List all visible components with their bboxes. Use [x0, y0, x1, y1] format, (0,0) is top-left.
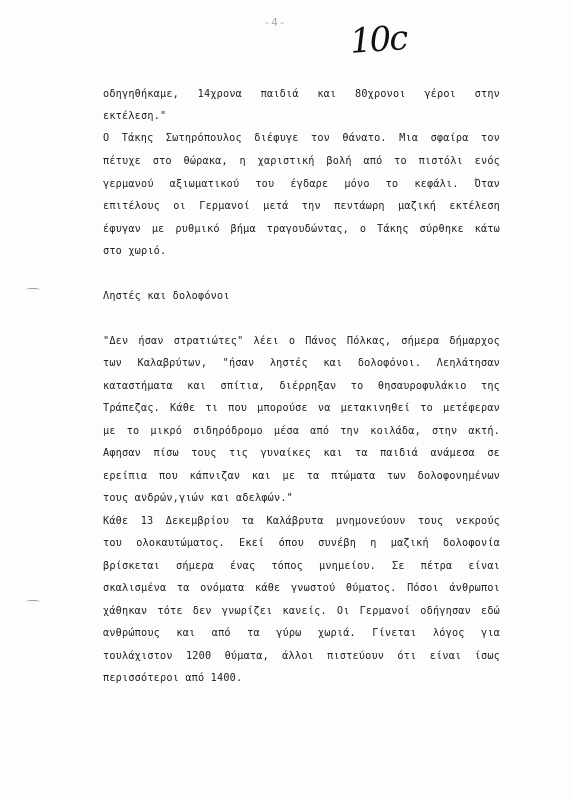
section-heading: Ληστές και δολοφόνοι: [103, 291, 230, 302]
page-number: -4-: [263, 16, 287, 29]
text-line: γερμανού αξιωματικού του έγδαρε μόνο το κεφάλι. Όταν: [103, 179, 500, 190]
text-line: επιτέλους οι Γερμανοί μετά την πεντάωρη μαζική εκτέλεση: [103, 201, 500, 212]
handwritten-note: 10c: [348, 18, 408, 62]
text-line: με το μικρό σιδηρόδρομο μέσα από την κοιλάδα, στην ακτή.: [103, 426, 500, 437]
text-line: καταστήματα και σπίτια, διέρρηξαν το θησαυροφυλάκιο της: [103, 381, 500, 392]
text-line: ανθρώπους και από τα γύρω χωριά. Γίνεται λόγος για: [103, 628, 500, 639]
text-line: τουλάχιστον 1200 θύματα, άλλοι πιστεύουν ότι είναι ίσως: [103, 651, 500, 662]
text-line: περισσότεροι από 1400.: [103, 673, 243, 684]
margin-mark: [26, 288, 40, 291]
text-line: ερείπια που κάπνιζαν και με τα πτώματα των δολοφονημένων: [103, 471, 500, 482]
margin-mark: [26, 600, 40, 603]
text-line: στο χωριό.: [103, 246, 167, 257]
text-line: Τράπεζας. Κάθε τι που μπορούσε να μετακινηθεί το μετέφεραν: [103, 403, 500, 414]
text-line: πέτυχε στο θώρακα, η χαριστική βολή από το πιστόλι ενός: [103, 156, 500, 167]
text-line: "Δεν ήσαν στρατιώτες" λέει ο Πάνος Πόλκας, σήμερα δήμαρχος: [103, 336, 500, 347]
text-line: έφυγαν με ρυθμικό βήμα τραγουδώντας, ο Τάκης σύρθηκε κάτω: [103, 224, 500, 235]
text-line: Αφησαν πίσω τους τις γυναίκες και τα παιδιά ανάμεσα σε: [103, 448, 500, 459]
text-line: Κάθε 13 Δεκεμβρίου τα Καλάβρυτα μνημονεύουν τους νεκρούς: [103, 516, 500, 527]
text-line: εκτέλεση.": [103, 111, 167, 122]
text-line: των Καλαβρύτων, "ήσαν ληστές και δολοφόνοι. Λεηλάτησαν: [103, 358, 500, 369]
text-line: τους ανδρών,γιών και αδελφών.": [103, 493, 294, 504]
text-line: Ο Τάκης Σωτηρόπουλος διέφυγε τον θάνατο. Μια σφαίρα τον: [103, 133, 500, 144]
text-line: βρίσκεται σήμερα ένας τόπος μνημείου. Σε πέτρα είναι: [103, 561, 500, 572]
text-line: χάθηκαν τότε δεν γνωρίζει κανείς. Οι Γερμανοί οδήγησαν εδώ: [103, 606, 500, 617]
text-line: οδηγηθήκαμε, 14χρονα παιδιά και 80χρονοι γέροι στην: [103, 89, 500, 100]
text-line: σκαλισμένα τα ονόματα κάθε γνωστού θύματος. Πόσοι άνθρωποι: [103, 583, 500, 594]
text-line: του ολοκαυτώματος. Εκεί όπου συνέβη η μαζική δολοφονία: [103, 538, 500, 549]
